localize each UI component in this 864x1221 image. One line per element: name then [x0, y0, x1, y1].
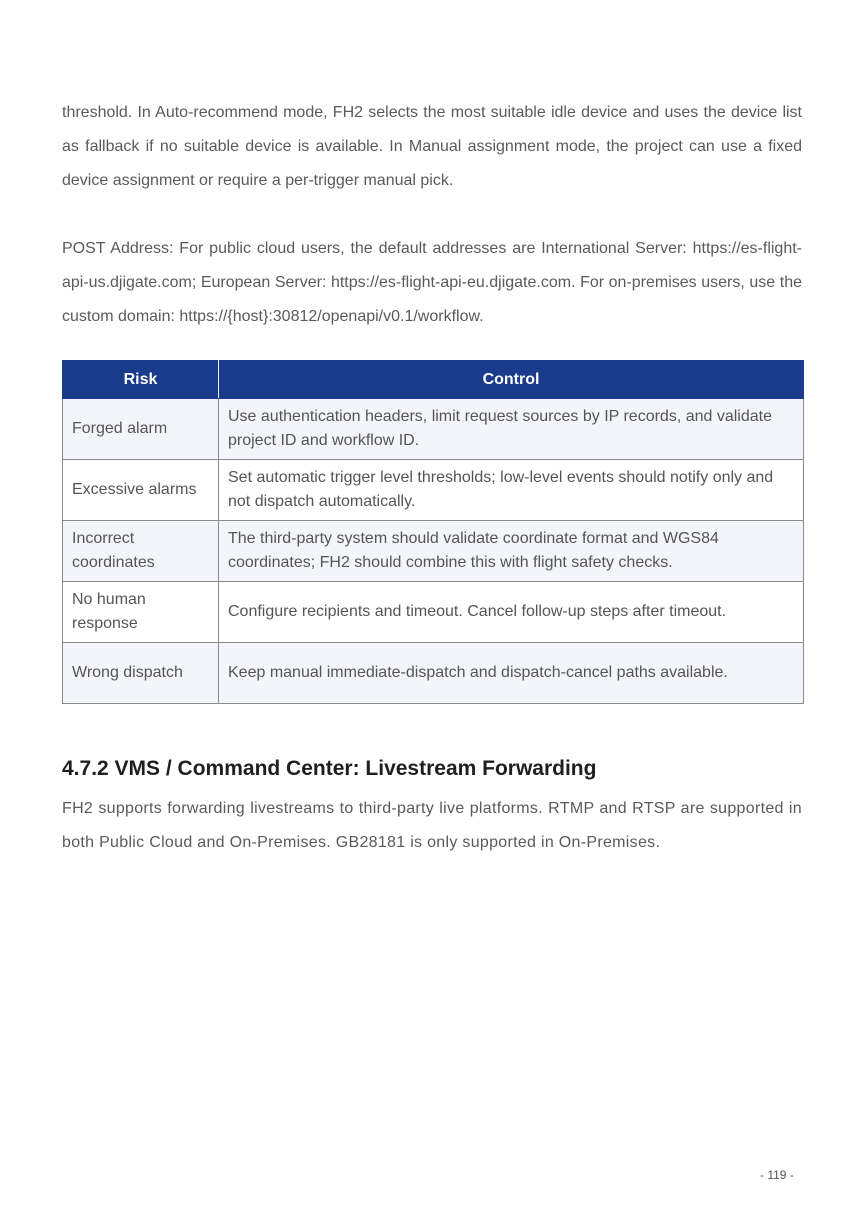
risk-cell: Incorrect coordinates [63, 521, 219, 582]
control-cell: Use authentication headers, limit request sources by IP records, and validate project ID and workflow ID. [219, 399, 804, 460]
table-row [63, 460, 804, 521]
paragraph-livestream: FH2 supports forwarding livestreams to third-party live platforms. RTMP and RTSP are supported in both Public Cloud and On-Premises. GB28181 is only supported in On-Premises. [62, 800, 802, 851]
section-heading: 4.7.2 VMS / Command Center: Livestream Forwarding [62, 757, 597, 780]
risk-cell: Excessive alarms [63, 460, 219, 521]
control-cell: The third-party system should validate coordinate format and WGS84 coordinates; FH2 should combine this with flight safety checks. [219, 521, 804, 582]
table-row [63, 643, 804, 704]
table-row [63, 521, 804, 582]
risk-control-table-wrapper [62, 360, 802, 704]
risk-cell: Wrong dispatch [63, 643, 219, 704]
risk-cell: Forged alarm [63, 399, 219, 460]
risk-cell: No human response [63, 582, 219, 643]
control-cell: Set automatic trigger level thresholds; low-level events should notify only and not dispatch automatically. [219, 460, 804, 521]
page-number: - 119 - [760, 1168, 794, 1182]
control-cell: Keep manual immediate-dispatch and dispatch-cancel paths available. [219, 643, 804, 704]
table-row [63, 582, 804, 643]
control-cell: Configure recipients and timeout. Cancel follow-up steps after timeout. [219, 582, 804, 643]
paragraph-post-address: POST Address: For public cloud users, the default addresses are International Server: https://es-flight-api-us.djigate.com; European Server: https://es-flight-api-eu.djigate.com. For on-premises users, use the custom domain: https://{host}:30812/openapi/v0.1/workflow. [62, 240, 802, 325]
table-header-row [63, 361, 804, 399]
page-content [62, 96, 802, 860]
header-risk: Risk [63, 361, 219, 399]
risk-control-table [62, 360, 804, 704]
table-row [63, 399, 804, 460]
header-control: Control [219, 361, 804, 399]
paragraph-device-assignment: threshold. In Auto-recommend mode, FH2 selects the most suitable idle device and uses the device list as fallback if no suitable device is available. In Manual assignment mode, the project can use a fixed device assignment or require a per-trigger manual pick. [62, 104, 802, 189]
